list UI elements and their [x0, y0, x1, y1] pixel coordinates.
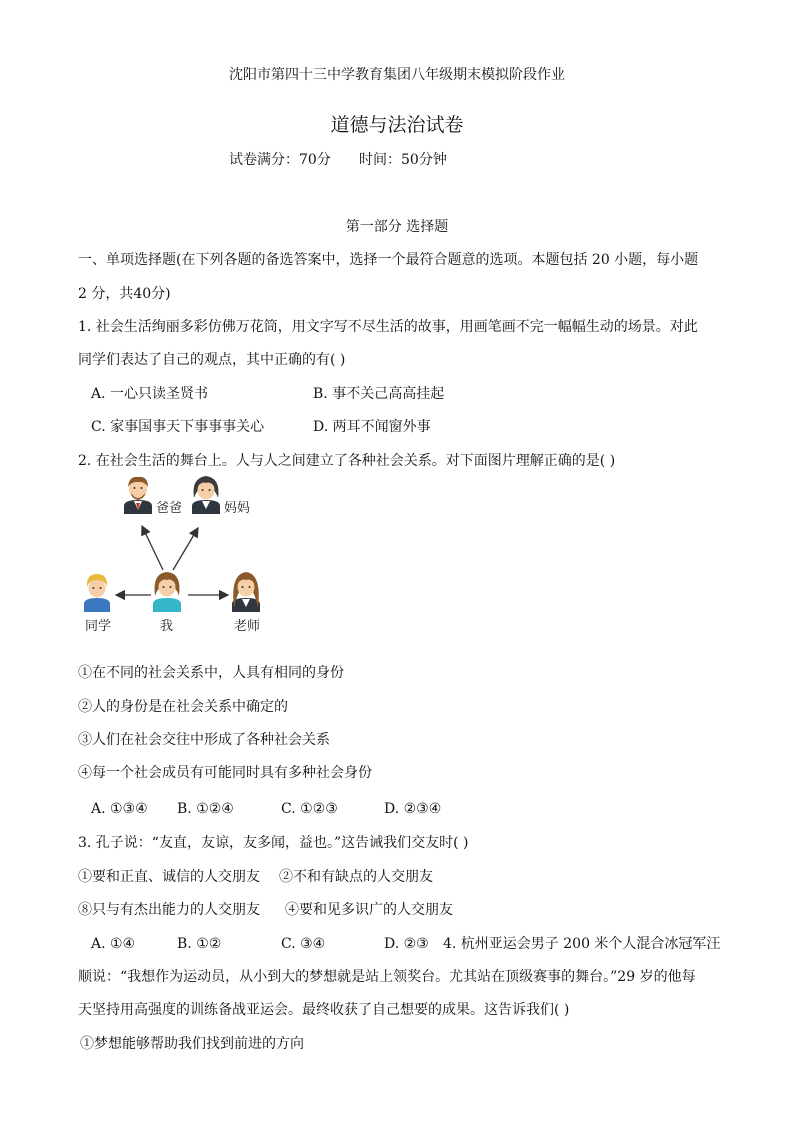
q4-stem-line3: 天坚持用高强度的训练备战亚运会。最终收获了自己想要的成果。这告诉我们( ): [78, 1002, 570, 1018]
q2-option-c: C. ①②③: [281, 801, 338, 817]
arrow-to-mom: [173, 528, 198, 570]
label-mom: 妈妈: [224, 501, 251, 516]
exam-title: 道德与法治试卷: [330, 114, 464, 136]
q2-option-d: D. ②③④: [384, 801, 442, 817]
q2-statement-2: ②人的身份是在社会关系中确定的: [78, 699, 288, 715]
q1-option-d: D. 两耳不闻窗外事: [313, 419, 431, 435]
q1-option-b: B. 事不关己高高挂起: [313, 386, 445, 402]
label-classmate: 同学: [85, 619, 112, 634]
q4-stem-start: 4. 杭州亚运会男子 200 米个人混合冰冠军汪: [443, 936, 721, 952]
time-info: 时间：50分钟: [359, 152, 447, 168]
q1-stem-line1: 1. 社会生活绚丽多彩仿佛万花筒，用文字写不尽生活的故事，用画笔画不完一幅幅生动的场景。对此: [78, 319, 698, 335]
teacher-avatar-icon: [232, 572, 260, 612]
mom-avatar-icon: [192, 476, 220, 514]
score-info: 试卷满分：70分: [229, 152, 331, 168]
part1-heading: 第一部分 选择题: [345, 219, 449, 235]
q3-option-b: B. ①②: [177, 936, 222, 952]
label-dad: 爸爸: [156, 501, 183, 516]
q4-stem-line2: 顺说：“我想作为运动员，从小到大的梦想就是站上领奖台。尤其站在顶级赛事的舞台。”29 岁的他每: [78, 969, 696, 985]
classmate-avatar-icon: [84, 574, 110, 612]
q3-statement-1: ①要和正直、诚信的人交朋友: [78, 869, 260, 885]
q3-option-c: C. ③④: [281, 936, 326, 952]
q4-statement-1: ①梦想能够帮助我们找到前进的方向: [80, 1036, 304, 1052]
q3-stem: 3. 孔子说：“友直，友谅，友多闻，益也。”这告诫我们交友时( ): [78, 835, 469, 851]
q1-stem-line2: 同学们表达了自己的观点，其中正确的有( ): [78, 352, 346, 368]
social-relations-figure: [78, 470, 278, 640]
instructions-line1: 一、单项选择题(在下列各题的备选答案中，选择一个最符合题意的选项。本题包括 20 小题，每小题: [78, 252, 699, 268]
arrow-to-dad: [142, 526, 163, 570]
q2-statement-4: ④每一个社会成员有可能同时具有多种社会身份: [78, 765, 372, 781]
me-avatar-icon: [153, 572, 181, 612]
q3-statement-2: ②不和有缺点的人交朋友: [279, 869, 433, 885]
q2-statement-1: ①在不同的社会关系中，人具有相同的身份: [78, 665, 344, 681]
q1-option-a: A. 一心只读圣贤书: [91, 386, 209, 402]
label-teacher: 老师: [234, 619, 261, 634]
q2-option-b: B. ①②④: [177, 801, 234, 817]
q3-option-a: A. ①④: [91, 936, 136, 952]
label-me: 我: [160, 619, 174, 634]
q2-option-a: A. ①③④: [91, 801, 148, 817]
q3-statement-4: ④要和见多识广的人交朋友: [285, 902, 453, 918]
q2-statement-3: ③人们在社会交往中形成了各种社会关系: [78, 732, 330, 748]
q2-stem: 2. 在社会生活的舞台上。人与人之间建立了各种社会关系。对下面图片理解正确的是( ): [78, 453, 616, 469]
dad-avatar-icon: [124, 477, 152, 514]
q3-statement-3: ⑧只与有杰出能力的人交朋友: [78, 902, 260, 918]
school-header: 沈阳市第四十三中学教育集团八年级期末模拟阶段作业: [229, 67, 565, 83]
instructions-line2: 2 分，共40分): [78, 286, 171, 302]
q1-option-c: C. 家事国事天下事事事关心: [91, 419, 265, 435]
q3-option-d: D. ②③: [384, 936, 429, 952]
